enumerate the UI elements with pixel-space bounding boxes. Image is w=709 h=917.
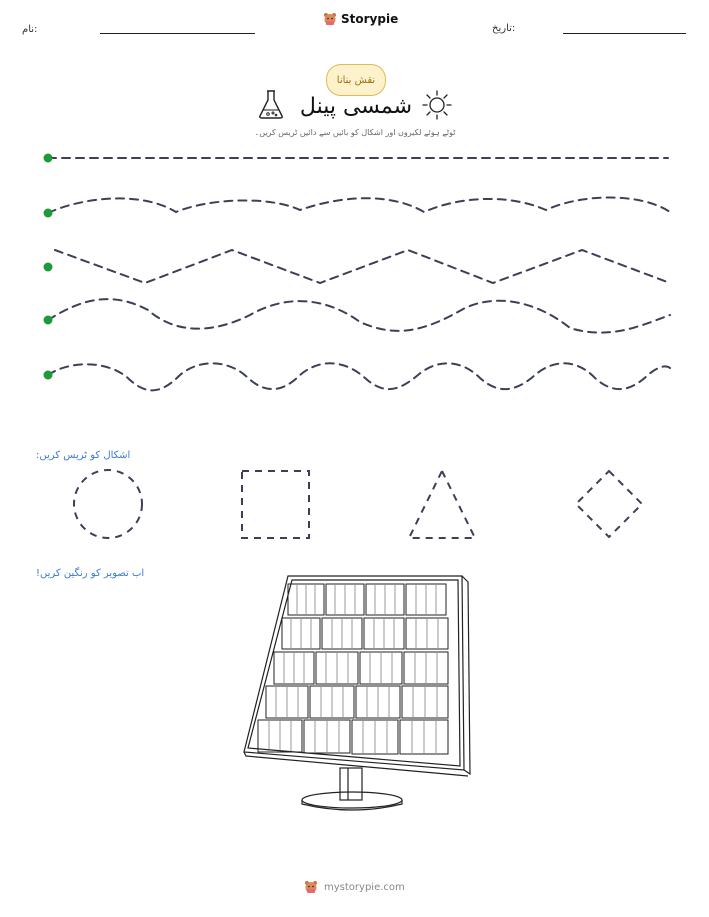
storypie-bear-icon <box>323 12 337 26</box>
solar-panel-picture <box>240 572 474 812</box>
shapes-section-label: اشکال کو ٹریس کریں: <box>36 450 131 461</box>
start-dot <box>44 209 53 218</box>
activity-badge-label: نقش بنانا <box>336 74 376 86</box>
tracing-line-wave <box>48 198 670 214</box>
activity-badge <box>326 64 386 96</box>
tracing-shapes <box>0 460 709 550</box>
tracing-lines <box>0 140 709 400</box>
start-dot <box>44 154 53 163</box>
footer <box>304 880 405 894</box>
date-label: تاریخ: <box>492 23 516 34</box>
brand-name: Storypie <box>341 12 399 26</box>
trace-circle <box>74 470 142 538</box>
footer-url[interactable]: mystorypie.com <box>324 881 405 893</box>
trace-square <box>242 471 309 538</box>
name-label: نام: <box>22 24 38 35</box>
page-title: شمسی پینل <box>299 94 413 119</box>
storypie-bear-icon <box>304 880 318 894</box>
start-dot <box>44 371 53 380</box>
coloring-section-label: اب تصویر کو رنگین کریں! <box>36 568 145 579</box>
start-dot <box>44 263 53 272</box>
instructions: ٹوٹے ہوئے لکیروں اور اشکال کو بائیں سے دائیں ٹریس کریں۔ <box>254 128 456 137</box>
trace-diamond <box>576 471 642 537</box>
sun-icon <box>421 89 453 121</box>
start-dot <box>44 316 53 325</box>
brand-logo <box>323 12 398 26</box>
trace-triangle <box>409 471 475 538</box>
tracing-line-zigzag <box>55 250 670 283</box>
tracing-line-wave-2 <box>48 299 670 333</box>
name-field[interactable] <box>100 33 255 34</box>
date-field[interactable] <box>563 33 686 34</box>
flask-icon <box>257 88 285 120</box>
tracing-line-wave-3 <box>48 363 670 390</box>
